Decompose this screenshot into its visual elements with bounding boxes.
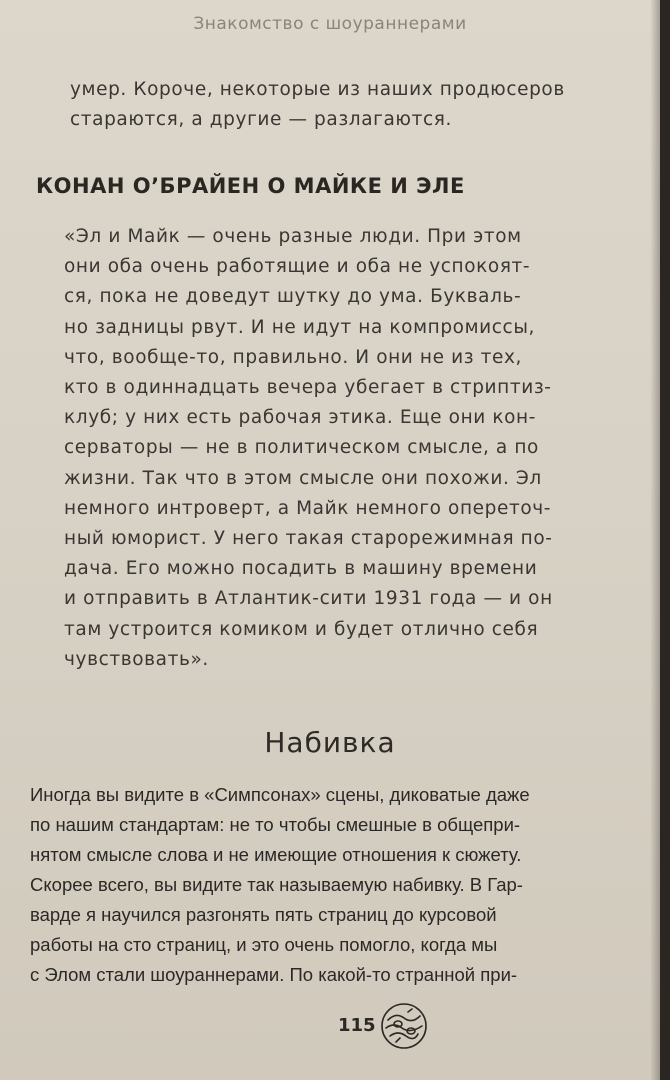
text-line: ся, пока не доведут шутку до ума. Букваль- bbox=[64, 286, 522, 308]
text-line: чувствовать». bbox=[64, 648, 209, 670]
intro-paragraph bbox=[70, 75, 590, 135]
section-heading: КОНАН О’БРАЙЕН О МАЙКЕ И ЭЛЕ bbox=[36, 174, 465, 198]
text-line: они оба очень работящие и оба не успокоят- bbox=[64, 256, 531, 278]
text-line: с Элом стали шоураннерами. По какой-то странной при- bbox=[30, 964, 518, 985]
text-line: Иногда вы видите в «Симпсонах» сцены, диковатые даже bbox=[30, 784, 530, 805]
running-head: Знакомство с шоураннерами bbox=[193, 14, 467, 34]
body-paragraph bbox=[30, 780, 630, 990]
text-line: стараются, а другие — разлагаются. bbox=[70, 109, 452, 131]
text-line: дача. Его можно посадить в машину времени bbox=[64, 558, 538, 580]
text-line: нятом смысле слова и не имеющие отношения к сюжету. bbox=[30, 844, 522, 865]
page-number: 115 bbox=[338, 1015, 376, 1036]
text-line: Скорее всего, вы видите так называемую набивку. В Гар- bbox=[30, 874, 523, 895]
text-line: серваторы — не в политическом смысле, а по bbox=[64, 437, 539, 459]
text-line: умер. Короче, некоторые из наших продюсеров bbox=[70, 79, 565, 100]
text-line: «Эл и Майк — очень разные люди. При этом bbox=[64, 226, 522, 247]
text-line: там устроится комиком и будет отлично себя bbox=[64, 618, 539, 640]
text-line: по нашим стандартам: не то чтобы смешные в общепри- bbox=[30, 814, 521, 835]
text-line: кто в одиннадцать вечера убегает в стриптиз- bbox=[64, 377, 552, 399]
text-line: немного интроверт, а Майк немного опереточ- bbox=[64, 497, 552, 519]
doodle-ornament-icon bbox=[378, 1000, 430, 1052]
text-line: ный юморист. У него такая старорежимная по- bbox=[64, 528, 553, 550]
text-line: работы на сто страниц, и это очень помогло, когда мы bbox=[30, 934, 498, 955]
text-line: что, вообще-то, правильно. И они не из тех, bbox=[64, 346, 523, 368]
text-line: жизни. Так что в этом смысле они похожи. Эл bbox=[64, 467, 542, 489]
quote-paragraph bbox=[64, 222, 584, 675]
text-line: клуб; у них есть рабочая этика. Еще они кон- bbox=[64, 407, 537, 429]
text-line: но задницы рвут. И не идут на компромиссы, bbox=[64, 316, 536, 338]
subheading: Набивка bbox=[264, 726, 396, 759]
text-line: варде я научился разгонять пять страниц до курсовой bbox=[30, 904, 497, 925]
text-line: и отправить в Атлантик-сити 1931 года — и он bbox=[64, 588, 553, 610]
